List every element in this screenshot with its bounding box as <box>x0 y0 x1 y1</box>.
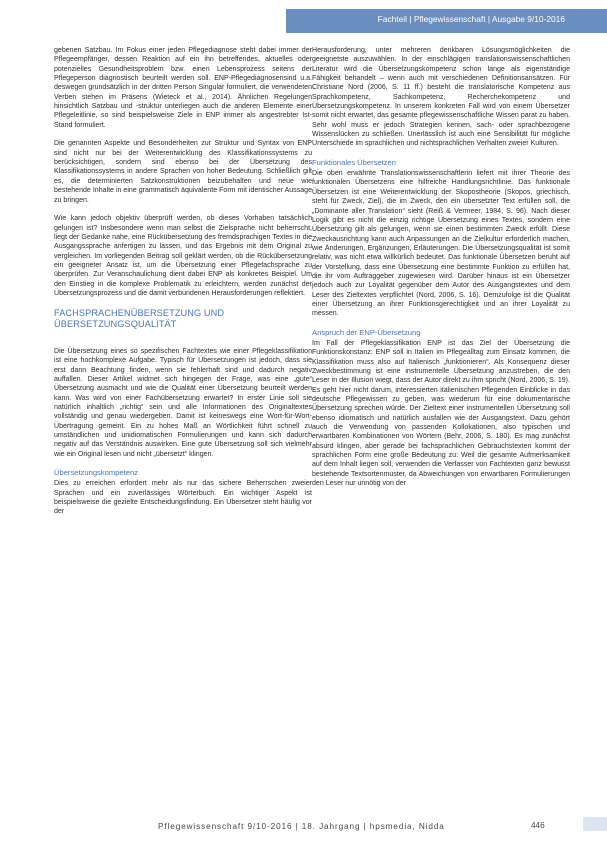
paragraph: Dies zu erreichen erfordert mehr als nur das sichere Beherrschen zweier Sprachen und ein zuverlässiges Wörterbuch. Ein wichtiger Aspekt ist beispielsweise die gezielte Entscheidungsfindung. Ein Übersetzer steht häufig vor der <box>54 480 312 516</box>
page-edge-tab <box>583 817 607 831</box>
section-heading <box>54 308 312 331</box>
paragraph: Die oben erwähnte Translationswissenschaftlerin liefert mit ihrer Theorie des funktionalen Übersetzens eine hilfreiche Handlungsrichtlinie. Das funktionale Übersetzen ist eine Weiterentwicklung der Skopostheorie (Skopos, griechisch, steht für Zweck, Ziel), die im Zweck, den ein übersetzter Text erfüllen soll, die „Dominante aller Translation“ sieht (Reiß & Vermeer, 1984, S. 96). Nach dieser Logik gibt es nicht die einzig richtige Übersetzung eines Textes, sondern eine Übersetzung gilt als gelungen, wenn sie einen bestimmten Zweck erfüllt. Diese Zweckausrichtung kann auch Anpassungen an die Zielkultur erforderlich machen, wie Änderungen, Ergänzungen, Erläuterungen. Die Übersetzungsqualität ist somit relativ, was nicht etwa willkürlich bedeutet. Das funktionale Übersetzen beruht auf der Vorstellung, dass eine Übersetzung eine bestimmte Funktion zu erfüllen hat, die ihr vom Auftraggeber zugewiesen wird. Darüber hinaus ist ein Übersetzer jedoch auch zur Loyalität gegenüber dem Autor des Ausgangstextes und dem Leser des Zieltextes verpflichtet (Nord, 2006, S. 16). Demzufolge ist die Qualität einer Übersetzung an ihrer Funktionsgerechtigkeit und an ihrer Loyalität zu messen. <box>312 170 570 318</box>
page-number: 446 <box>531 821 545 830</box>
subheading: Anspruch der ENP-Übersetzung <box>312 327 421 337</box>
paragraph: gebenen Satzbau. Im Fokus einer jeden Pflegediagnose steht dabei immer der Pflegeempfänger, dessen Reaktion auf ein ihn betreffendes, aktuelles oder potenzielles Gesundheitsproblem bzw. einen Lebensprozess seitens der Pflegeperson diagnostisch beurteilt werden soll. ENP-Pflegediagnosensind u.a. deswegen grundsätzlich in der dritten Person Singular formuliert, die verwendeten Verben stehen im Präsens (Wieteck et al., 2014). Ähnlichen Regelungen hinsichtlich Satzbau und -struktur unterliegen auch die anderen Elemente einer Pflegeleitlinie, so sind beispielsweise Ziele in ENP immer als angestrebter Ist-Stand formuliert. <box>54 47 312 129</box>
section-heading-line-2: ÜBERSETZUNGSQUALITÄT <box>54 319 177 330</box>
section-heading-line-1: FACHSPRACHENÜBERSETZUNG UND <box>54 307 225 318</box>
paragraph: Die genannten Aspekte und Besonderheiten zur Struktur und Syntax von ENP sind nicht nur bei der Weiterentwicklung des Klassifikationssystems zu berücksichtigen, sondern sind ebenso bei der Übersetzung des Klassifikationssystems in andere Sprachen von hoher Bedeutung. Schließlich gilt es, die determinierten Satzkonstruktionen beizubehalten und neue wie bestehende Inhalte in eine grammatisch äquivalente Form mit identischer Aussage zu bringen. <box>54 140 312 204</box>
running-header: Fachteil | Pflegewissenschaft | Ausgabe 9/10-2016 <box>377 14 565 24</box>
subheading: Übersetzungskompetenz <box>54 468 138 478</box>
paragraph: Wie kann jedoch objektiv überprüft werden, ob dieses Vorhaben tatsächlich gelungen ist? Insbesondere wenn man selbst die Zielsprache nicht beherrscht, liegt der Gedanke nahe, eine Rückübersetzung des fremdsprachigen Textes in die Ausgangssprache anfertigen zu lassen, und das Ergebnis mit dem Original zu vergleichen. Im vorliegenden Beitrag soll geklärt werden, ob die Rückübersetzung ein geeigneter Ansatz ist, um die Übersetzung einer Pflegefachsprache zu überprüfen. Zur Veranschaulichung dient dabei ENP als konkretes Beispiel. Um den Einstieg in die komplexe Problematik zu erleichtern, werden zunächst der Übersetzungsprozess und die damit verbundenen Herausforderungen reflektiert. <box>54 215 312 297</box>
right-column <box>312 46 570 488</box>
paragraph: Im Fall der Pflegeklassifikation ENP ist das Ziel der Übersetzung die Funktionskonstanz: ENP soll in Italien im Pflegealltag zum Einsatz kommen, die Klassifikation muss also auf Italienisch „funktionieren“. Als Konsequenz dieser Zweckbestimmung ist eine instrumentelle Übersetzung anzustreben, die den Leser in der Illusion wiegt, dass der Autor direkt zu ihm spricht (Nord, 2006, S. 19). Es geht hier nicht darum, interessierten italienischen Pflegenden Einblicke in das deutsche Pflegewissen zu geben, was wiederum für eine dokumentarische Übersetzung sprechen würde. Der Zieltext einer instrumentellen Übersetzung soll ebenso idiomatisch und natürlich ausfallen wie der Ausgangstext. Dazu gehört auch die Verwendung von passenden Kollokationen, also typischen und erwartbaren Kombinationen von Wörtern (Behr, 2006, S. 180). Es mag zunächst absurd klingen, aber gerade bei fachsprachlichen Gebrauchstexten kommt der sprachlichen Form eine große Bedeutung zu: Weil die gesamte Aufmerksamkeit auf dem Inhalt liegen soll, verwenden die Verfasser von Fachtexten ganz bewusst bestehende Textsortenmuster, da Abweichungen von erwartbaren Formulierungen den Leser nur unnötig von der <box>312 339 570 488</box>
subheading: Funktionales Übersetzen <box>312 158 396 168</box>
left-column <box>54 46 312 517</box>
paragraph: Die Übersetzung eines so spezifischen Fachtextes wie einer Pflegeklassifikation ist eine hochkomplexe Aufgabe. Typisch für Übersetzungen ist jedoch, dass sie erst dann Beachtung finden, wenn sie fehlerhaft sind und dadurch negativ auffallen. Dieser Artikel widmet sich hingegen der Frage, was eine „gute“ Übersetzung ausmacht und wie die Qualität einer Übersetzung beurteilt werden kann. Was wird von einer Fachübersetzung erwartet? In erster Linie soll sie natürlich inhaltlich „richtig“ sein und alle Informationen des Originaltextes vollständig und genau wiedergeben. Damit ist keineswegs eine Wort-für-Wort-Übertragung gemeint. Ein zu hohes Maß an Wörtlichkeit führt schnell zu umständlichen und unidiomatischen Formulierungen und kann sich dadurch negativ auf das Verständnis auswirken. Eine gute Übersetzung soll sich vielmehr wie ein Original lesen und nicht „übersetzt“ klingen. <box>54 347 312 458</box>
footer-journal-info: Pflegewissenschaft 9/10-2016 | 18. Jahrgang | hpsmedia, Nidda <box>158 822 445 831</box>
paragraph: Herausforderung, unter mehreren denkbaren Lösungsmöglichkeiten die geeignetste auszuwählen. In der einschlägigen translationswissenschaftlichen Literatur wird die Übersetzungskompetenz schon lange als eigenständige Fähigkeit behandelt – wenn auch mit verschiedenen Definitionsansätzen. Für Christiane Nord (2006, S. 11 ff.) besteht die translatorische Kompetenz aus Sprachkompetenz, Sachkompetenz, Recherchekompetenz und Übersetzungskompetenz. In unserem konkreten Fall wird von einem Übersetzer somit nicht erwartet, das gesamte pflegewissenschaftliche Wissen parat zu haben. Sehr wohl muss er jedoch Strategien kennen, sach- oder sprachbezogene Wissenslücken zu schließen. Unerlässlich ist auch eine Sensibilität für mögliche Unterschiede im sprachlichen und nichtsprachlichen Verhalten zweier Kulturen. <box>312 47 570 148</box>
